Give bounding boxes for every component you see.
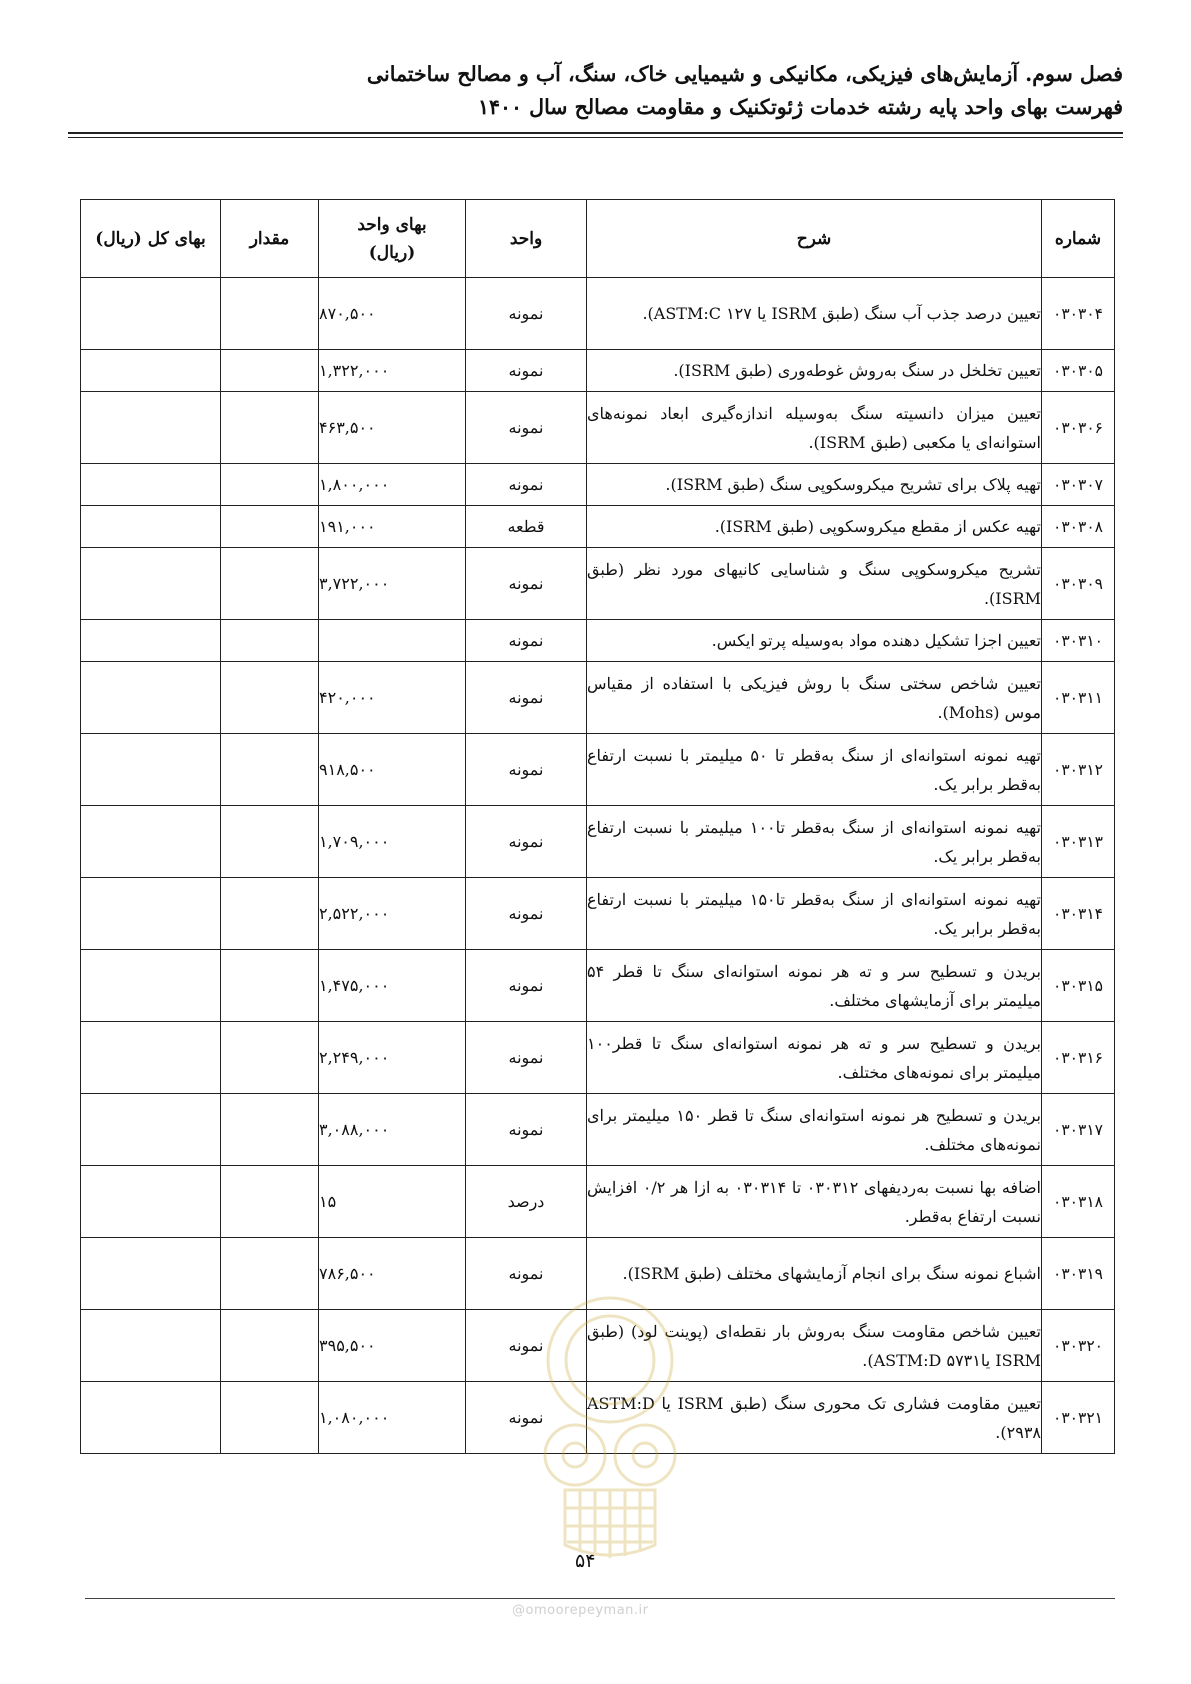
row-unit: درصد xyxy=(466,1166,587,1238)
table-row xyxy=(81,1094,1115,1166)
table-row xyxy=(81,878,1115,950)
price-table xyxy=(80,199,1115,1454)
table-row xyxy=(81,548,1115,620)
row-description: تعیین میزان دانسیته سنگ به‌وسیله اندازه‌گیری ابعاد نمونه‌های استوانه‌ای یا مکعبی (طبق ISRM). xyxy=(587,392,1042,464)
row-total xyxy=(81,548,221,620)
row-total xyxy=(81,1310,221,1382)
row-unit: نمونه xyxy=(466,950,587,1022)
row-unit: نمونه xyxy=(466,878,587,950)
row-unit-price: ۷۸۶,۵۰۰ xyxy=(319,1238,466,1310)
row-description: بریدن و تسطیح هر نمونه استوانه‌ای سنگ تا قطر ۱۵۰ میلیمتر برای نمونه‌های مختلف. xyxy=(587,1094,1042,1166)
row-code: ۰۳۰۳۱۸ xyxy=(1042,1166,1115,1238)
header-unit: واحد xyxy=(466,200,587,278)
row-description: تهیه عکس از مقطع میکروسکوپی (طبق ISRM). xyxy=(587,506,1042,548)
row-total xyxy=(81,464,221,506)
row-total xyxy=(81,278,221,350)
row-total xyxy=(81,1166,221,1238)
table-row xyxy=(81,734,1115,806)
row-code: ۰۳۰۳۰۸ xyxy=(1042,506,1115,548)
row-code: ۰۳۰۳۱۲ xyxy=(1042,734,1115,806)
row-unit-price: ۱,۰۸۰,۰۰۰ xyxy=(319,1382,466,1454)
header-total: بهای کل (ریال) xyxy=(81,200,221,278)
row-description: تهیه نمونه استوانه‌ای از سنگ به‌قطر تا۱۵۰ میلیمتر با نسبت ارتفاع به‌قطر برابر یک. xyxy=(587,878,1042,950)
row-code: ۰۳۰۳۰۹ xyxy=(1042,548,1115,620)
row-quantity xyxy=(221,392,319,464)
row-description: تعیین مقاومت فشاری تک محوری سنگ (طبق ISRM یا ASTM:D ۲۹۳۸). xyxy=(587,1382,1042,1454)
header-unit-price-currency: (ریال) xyxy=(368,242,416,263)
row-quantity xyxy=(221,464,319,506)
row-unit: نمونه xyxy=(466,806,587,878)
row-description: بریدن و تسطیح سر و ته هر نمونه استوانه‌ای سنگ تا قطر۱۰۰ میلیمتر برای نمونه‌های مختلف. xyxy=(587,1022,1042,1094)
row-unit: نمونه xyxy=(466,734,587,806)
table-row xyxy=(81,620,1115,662)
row-unit-price: ۳۹۵,۵۰۰ xyxy=(319,1310,466,1382)
table-header-row xyxy=(81,200,1115,278)
row-unit-price: ۸۷۰,۵۰۰ xyxy=(319,278,466,350)
row-description: تعیین شاخص مقاومت سنگ به‌روش بار نقطه‌ای (پوینت لود) (طبق ISRM یا۵۷۳۱ ASTM:D). xyxy=(587,1310,1042,1382)
row-description: تهیه نمونه استوانه‌ای از سنگ به‌قطر تا ۵۰ میلیمتر با نسبت ارتفاع به‌قطر برابر یک. xyxy=(587,734,1042,806)
row-code: ۰۳۰۳۱۳ xyxy=(1042,806,1115,878)
row-unit-price: ۹۱۸,۵۰۰ xyxy=(319,734,466,806)
row-quantity xyxy=(221,1022,319,1094)
row-quantity xyxy=(221,548,319,620)
row-code: ۰۳۰۳۰۶ xyxy=(1042,392,1115,464)
row-quantity xyxy=(221,278,319,350)
table-row xyxy=(81,392,1115,464)
price-list-title: فهرست بهای واحد پایه رشته خدمات ژئوتکنیک و مقاومت مصالح سال ۱۴۰۰ xyxy=(477,95,1123,119)
row-unit-price: ۱۹۱,۰۰۰ xyxy=(319,506,466,548)
row-unit: نمونه xyxy=(466,1310,587,1382)
row-unit: نمونه xyxy=(466,1022,587,1094)
row-unit-price: ۱,۷۰۹,۰۰۰ xyxy=(319,806,466,878)
row-code: ۰۳۰۳۱۵ xyxy=(1042,950,1115,1022)
footer-rule xyxy=(85,1598,1115,1599)
row-unit-price: ۲,۵۲۲,۰۰۰ xyxy=(319,878,466,950)
header-description: شرح xyxy=(587,200,1042,278)
row-total xyxy=(81,620,221,662)
row-description: تعیین درصد جذب آب سنگ (طبق ISRM یا ASTM:C ۱۲۷). xyxy=(587,278,1042,350)
row-code: ۰۳۰۳۱۷ xyxy=(1042,1094,1115,1166)
row-unit-price: ۴۶۳,۵۰۰ xyxy=(319,392,466,464)
row-quantity xyxy=(221,1382,319,1454)
row-code: ۰۳۰۳۰۷ xyxy=(1042,464,1115,506)
row-unit-price: ۱,۴۷۵,۰۰۰ xyxy=(319,950,466,1022)
row-quantity xyxy=(221,662,319,734)
row-quantity xyxy=(221,734,319,806)
row-total xyxy=(81,1238,221,1310)
row-code: ۰۳۰۳۰۵ xyxy=(1042,350,1115,392)
row-code: ۰۳۰۳۰۴ xyxy=(1042,278,1115,350)
row-unit: نمونه xyxy=(466,662,587,734)
row-total xyxy=(81,662,221,734)
row-quantity xyxy=(221,878,319,950)
row-unit-price: ۱,۳۲۲,۰۰۰ xyxy=(319,350,466,392)
table-row xyxy=(81,464,1115,506)
row-unit: نمونه xyxy=(466,548,587,620)
page-header xyxy=(68,58,1123,124)
row-description: اشباع نمونه سنگ برای انجام آزمایشهای مختلف (طبق ISRM). xyxy=(587,1238,1042,1310)
row-unit-price: ۱۵ xyxy=(319,1166,466,1238)
row-code: ۰۳۰۳۱۱ xyxy=(1042,662,1115,734)
row-description: تهیه نمونه استوانه‌ای از سنگ به‌قطر تا۱۰۰ میلیمتر با نسبت ارتفاع به‌قطر برابر یک. xyxy=(587,806,1042,878)
row-unit: نمونه xyxy=(466,464,587,506)
row-description: تعیین شاخص سختی سنگ با روش فیزیکی با استفاده از مقیاس موس (Mohs). xyxy=(587,662,1042,734)
row-quantity xyxy=(221,950,319,1022)
row-quantity xyxy=(221,1094,319,1166)
row-unit-price xyxy=(319,620,466,662)
row-total xyxy=(81,878,221,950)
row-code: ۰۳۰۳۱۶ xyxy=(1042,1022,1115,1094)
row-code: ۰۳۰۳۱۰ xyxy=(1042,620,1115,662)
row-unit: نمونه xyxy=(466,278,587,350)
row-description: بریدن و تسطیح سر و ته هر نمونه استوانه‌ای سنگ تا قطر ۵۴ میلیمتر برای آزمایشهای مختلف. xyxy=(587,950,1042,1022)
page-number: ۵۴ xyxy=(575,1550,596,1572)
row-quantity xyxy=(221,350,319,392)
row-unit-price: ۱,۸۰۰,۰۰۰ xyxy=(319,464,466,506)
row-total xyxy=(81,734,221,806)
row-unit: نمونه xyxy=(466,350,587,392)
row-total xyxy=(81,506,221,548)
table-row xyxy=(81,662,1115,734)
row-quantity xyxy=(221,1166,319,1238)
row-unit: نمونه xyxy=(466,1094,587,1166)
table-row xyxy=(81,806,1115,878)
row-quantity xyxy=(221,620,319,662)
row-unit-price: ۳,۰۸۸,۰۰۰ xyxy=(319,1094,466,1166)
row-total xyxy=(81,350,221,392)
row-code: ۰۳۰۳۲۰ xyxy=(1042,1310,1115,1382)
row-unit: قطعه xyxy=(466,506,587,548)
row-description: تهیه پلاک برای تشریح میکروسکوپی سنگ (طبق ISRM). xyxy=(587,464,1042,506)
row-code: ۰۳۰۳۲۱ xyxy=(1042,1382,1115,1454)
row-unit-price: ۳,۷۲۲,۰۰۰ xyxy=(319,548,466,620)
table-row xyxy=(81,950,1115,1022)
row-quantity xyxy=(221,1238,319,1310)
seal-logo-icon xyxy=(505,1290,715,1570)
row-quantity xyxy=(221,806,319,878)
header-rule-thin xyxy=(68,137,1123,138)
row-description: تعیین تخلخل در سنگ به‌روش غوطه‌وری (طبق ISRM). xyxy=(587,350,1042,392)
row-quantity xyxy=(221,506,319,548)
row-unit: نمونه xyxy=(466,1238,587,1310)
chapter-title: فصل سوم. آزمایش‌های فیزیکی، مکانیکی و شیمیایی خاک، سنگ، آب و مصالح ساختمانی xyxy=(366,62,1123,86)
row-quantity xyxy=(221,1310,319,1382)
table-row xyxy=(81,506,1115,548)
row-total xyxy=(81,950,221,1022)
row-total xyxy=(81,1022,221,1094)
table-row xyxy=(81,1022,1115,1094)
row-description: اضافه بها نسبت به‌ردیفهای ۰۳۰۳۱۲ تا ۰۳۰۳۱۴ به ازا هر ۰/۲ افزایش نسبت ارتفاع به‌قطر. xyxy=(587,1166,1042,1238)
row-unit: نمونه xyxy=(466,392,587,464)
row-code: ۰۳۰۳۱۴ xyxy=(1042,878,1115,950)
header-unit-price-label: بهای واحد xyxy=(357,214,427,235)
row-total xyxy=(81,806,221,878)
table-row xyxy=(81,1166,1115,1238)
row-total xyxy=(81,392,221,464)
row-unit: نمونه xyxy=(466,620,587,662)
row-total xyxy=(81,1382,221,1454)
row-unit-price: ۴۲۰,۰۰۰ xyxy=(319,662,466,734)
row-unit: نمونه xyxy=(466,1382,587,1454)
table-row xyxy=(81,278,1115,350)
row-description: تعیین اجزا تشکیل دهنده مواد به‌وسیله پرتو ایکس. xyxy=(587,620,1042,662)
header-quantity: مقدار xyxy=(221,200,319,278)
table-row xyxy=(81,350,1115,392)
header-code: شماره xyxy=(1042,200,1115,278)
header-rule-thick xyxy=(68,132,1123,134)
row-description: تشریح میکروسکوپی سنگ و شناسایی کانیهای مورد نظر (طبق ISRM). xyxy=(587,548,1042,620)
footer-website: @omoorepeyman.ir xyxy=(512,1603,649,1618)
row-unit-price: ۲,۲۴۹,۰۰۰ xyxy=(319,1022,466,1094)
row-code: ۰۳۰۳۱۹ xyxy=(1042,1238,1115,1310)
row-total xyxy=(81,1094,221,1166)
header-unit-price xyxy=(319,200,466,278)
